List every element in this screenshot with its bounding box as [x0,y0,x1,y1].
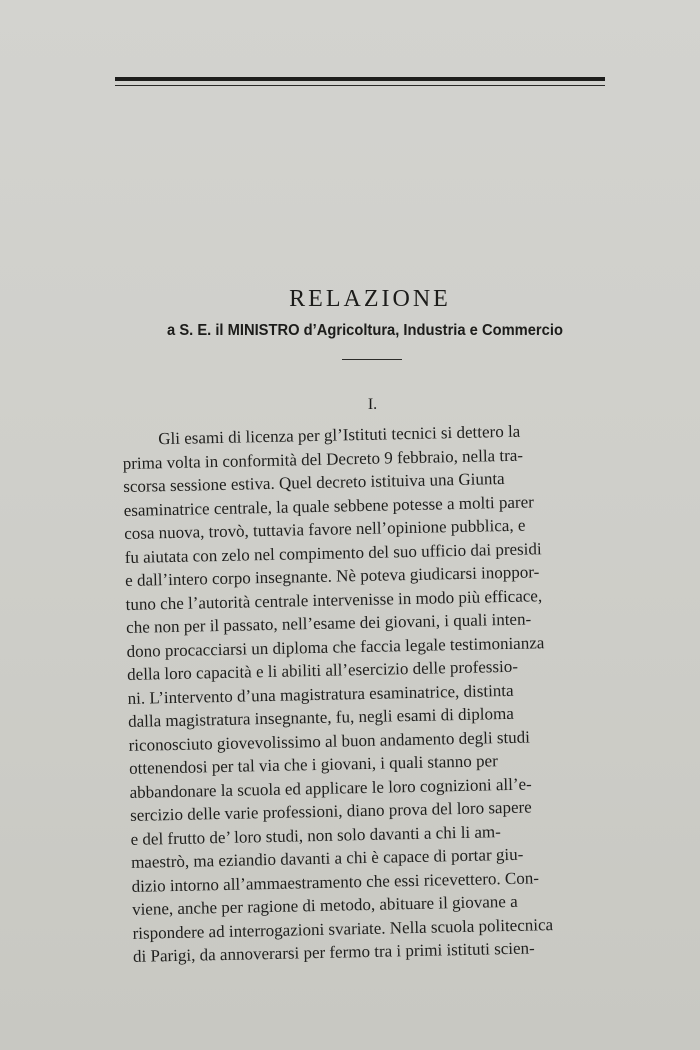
text-line: che non per il passato, nell’esame dei giovani, i quali inten- [125,609,532,637]
body-paragraph [122,417,638,968]
text-line: e dall’intero corpo insegnante. Nè poteva giudicarsi inoppor- [124,562,540,590]
title-divider [342,359,402,360]
page-subtitle: a S. E. il MINISTRO d’Agricoltura, Industria e Commercio [167,322,563,339]
text-line: esaminatrice centrale, la quale sebbene potesse a molti parer [123,491,534,520]
text-line: dono procacciarsi un diploma che faccia legale testimonianza [126,632,545,661]
text-line: Gli esami di licenza per gl’Istituti tecnici si dettero la [158,421,521,449]
text-line: sercizio delle varie professioni, diano prova del loro sapere [129,797,532,825]
text-line: di Parigi, da annoverarsi per fermo tra i primi istituti scien- [132,938,535,966]
text-line: prima volta in conformità del Decreto 9 febbraio, nella tra- [122,445,524,473]
text-line: abbandonare la scuola ed applicare le loro cognizioni all’e- [129,774,532,802]
text-line: dizio intorno all’ammaestramento che essi ricevettero. Con- [131,867,540,896]
text-line: cosa nuova, trovò, tuttavia favore nell’opinione pubblica, e [124,515,526,543]
text-line: fu aiutata con zelo nel compimento del suo ufficio dai presidi [124,538,542,567]
text-line: e del frutto de’ loro studi, non solo davanti a chi li am- [130,821,502,849]
text-line: riconosciuto giovevolissimo al buon andamento degli studi [128,727,531,755]
text-line: scorsa sessione estiva. Quel decreto istituiva una Giunta [123,469,505,496]
text-line: maestrò, ma eziandio davanti a chi è capace di portar giu- [130,844,524,872]
text-line: dalla magistratura insegnante, fu, negli esami di diploma [127,703,514,731]
text-line: ottenendosi per tal via che i giovani, i quali stanno per [128,751,498,778]
header-rule-thin [115,85,605,86]
header-rule-thick [115,77,605,81]
text-line: tuno che l’autorità centrale intervenisse in modo più efficace, [125,585,543,614]
text-line: rispondere ad interrogazioni svariate. Nella scuola politecnica [132,914,554,943]
section-number: I. [367,396,378,413]
page-title: RELAZIONE [289,286,451,312]
text-line: ni. L’intervento d’una magistratura esaminatrice, distinta [127,680,514,708]
text-line: della loro capacità e li abiliti all’esercizio delle professio- [126,656,519,684]
text-line: viene, anche per ragione di metodo, abituare il giovane a [131,891,518,919]
